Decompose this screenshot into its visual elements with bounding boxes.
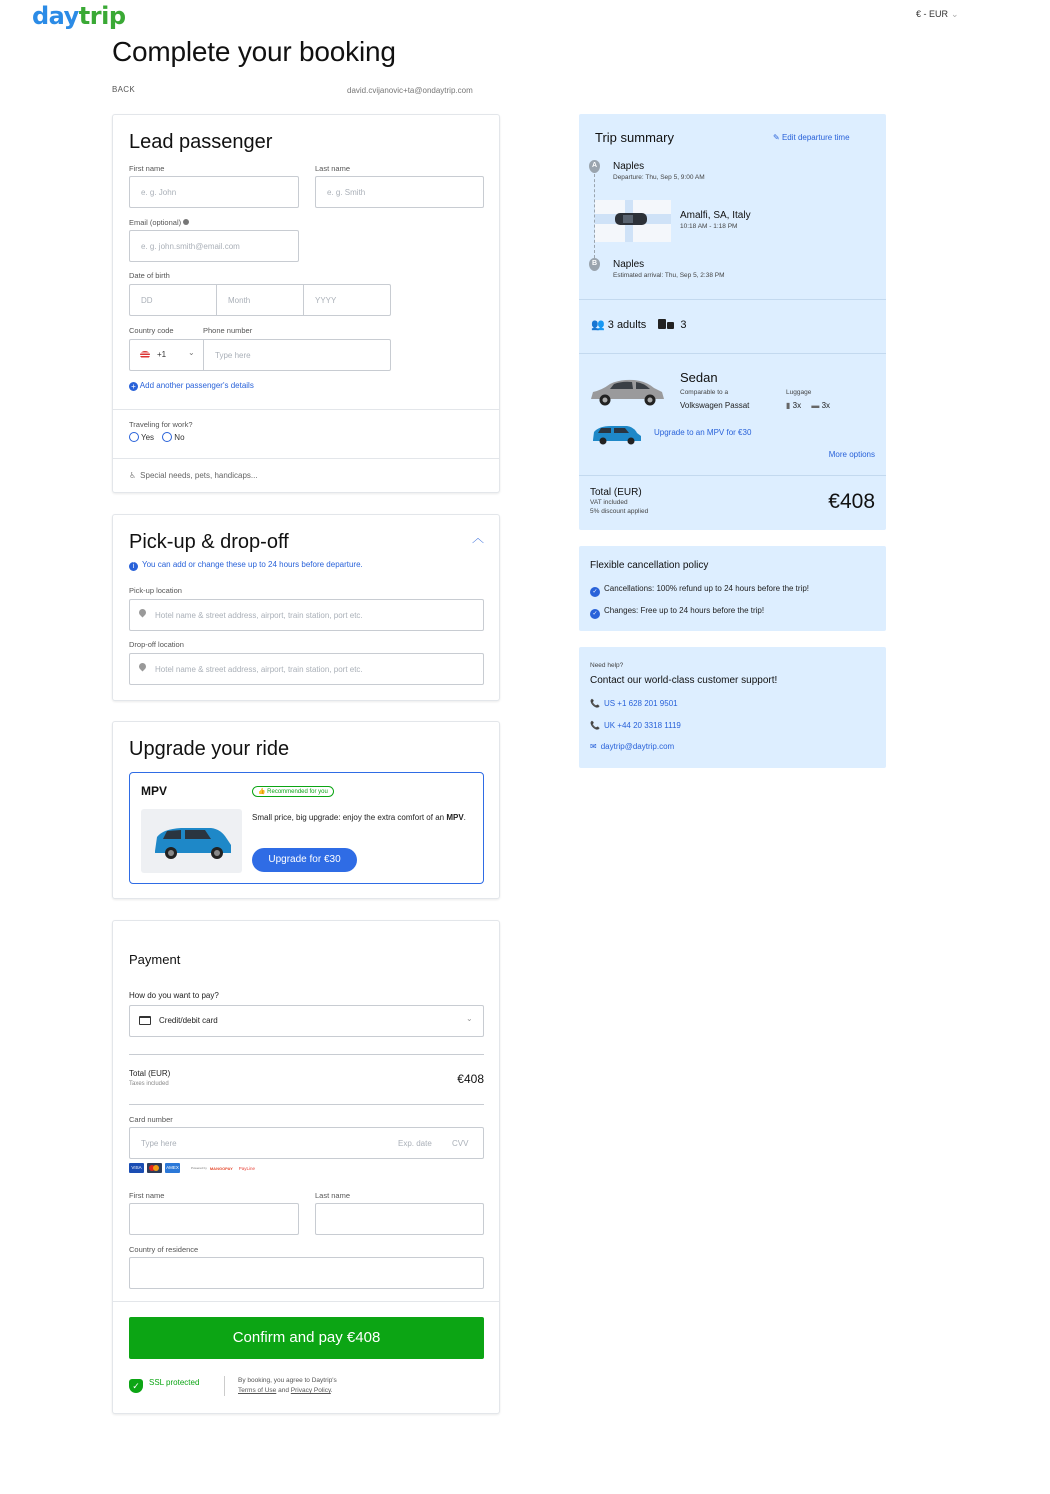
vehicle-model: Volkswagen Passat: [680, 401, 750, 410]
summary-total-value: €408: [828, 490, 875, 513]
payment-method-select[interactable]: Credit/debit card ⌄: [129, 1005, 484, 1037]
policy-title: Flexible cancellation policy: [590, 560, 709, 571]
payline-logo: PayLine: [238, 1165, 256, 1171]
dob-month-input[interactable]: Month: [216, 284, 304, 316]
amex-icon: AMEX: [165, 1163, 180, 1173]
accessibility-icon: ♿: [129, 471, 137, 480]
first-name-input[interactable]: e. g. John: [129, 176, 299, 208]
chevron-down-icon: ⌄: [466, 1014, 473, 1023]
taxes-note: Taxes included: [129, 1081, 169, 1087]
work-no-radio[interactable]: No: [162, 433, 184, 442]
vehicle-type: Sedan: [680, 370, 718, 385]
dob-day-input[interactable]: DD: [129, 284, 217, 316]
payment-method-label: How do you want to pay?: [129, 991, 219, 1000]
divider: [579, 475, 886, 476]
total-value: €408: [457, 1072, 484, 1086]
need-help-label: Need help?: [590, 662, 624, 669]
customer-support: [579, 647, 886, 768]
country-code-select[interactable]: +1 ⌄: [129, 339, 204, 371]
phone-input[interactable]: Type here: [203, 339, 391, 371]
section-title: Upgrade your ride: [129, 738, 290, 760]
info-icon: i: [129, 562, 138, 571]
policy-item: ✓ Cancellations: 100% refund up to 24 hours before the trip!: [590, 584, 809, 597]
upgrade-card: [112, 721, 500, 899]
chevron-up-icon[interactable]: ︿: [472, 531, 485, 545]
info-icon: [183, 219, 189, 225]
location-pin-icon: [138, 608, 148, 618]
mangopay-logo: MANGOPAY: [209, 1165, 233, 1171]
terms-link[interactable]: Terms of Use: [238, 1387, 277, 1394]
origin-city: Naples: [613, 161, 645, 172]
section-title: Payment: [129, 952, 181, 967]
mpv-thumb: [591, 422, 643, 446]
dropoff-location-input[interactable]: Hotel name & street address, airport, train station, port etc.: [129, 653, 484, 685]
policy-item: ✓ Changes: Free up to 24 hours before the trip!: [590, 606, 764, 619]
first-name-label: First name: [129, 164, 165, 173]
card-last-name-input[interactable]: [315, 1203, 484, 1235]
card-number-input[interactable]: Type here Exp. date CVV: [129, 1127, 484, 1159]
terms-text: By booking, you agree to Daytrip's Terms of Use and Privacy Policy.: [238, 1377, 337, 1394]
email-label: Email (optional): [129, 218, 189, 227]
lead-passenger-card: [112, 114, 500, 493]
divider: [113, 409, 499, 410]
total-label: Total (EUR): [129, 1069, 171, 1078]
plus-circle-icon: +: [129, 382, 138, 391]
origin-detail: Departure: Thu, Sep 5, 9:00 AM: [613, 174, 705, 181]
uk-phone-link[interactable]: 📞 UK +44 20 3318 1119: [590, 721, 681, 730]
stop-detail: 10:18 AM - 1:18 PM: [680, 223, 738, 230]
dropoff-label: Drop-off location: [129, 640, 184, 649]
country-of-residence-input[interactable]: [129, 1257, 484, 1289]
location-pin-icon: [138, 662, 148, 672]
country-code-label: Country code: [129, 326, 174, 335]
divider: [579, 353, 886, 354]
user-email: david.cvijanovic+ta@ondaytrip.com: [347, 86, 473, 95]
sedan-image: [588, 374, 666, 408]
support-title: Contact our world-class customer support!: [590, 675, 778, 686]
mail-icon: ✉: [590, 742, 597, 751]
credit-card-icon: [139, 1016, 151, 1025]
recommended-badge: 👍 Recommended for you: [252, 786, 334, 797]
comparable-label: Comparable to a: [680, 389, 729, 396]
ssl-badge: ✓ SSL protected: [129, 1378, 199, 1393]
edit-departure-link[interactable]: ✎ Edit departure time: [773, 133, 850, 142]
support-email-link[interactable]: ✉ daytrip@daytrip.com: [590, 742, 675, 751]
dob-year-input[interactable]: YYYY: [303, 284, 391, 316]
luggage-label: Luggage: [786, 389, 812, 396]
sedan-car-icon: [588, 374, 666, 408]
mastercard-icon: [147, 1163, 162, 1173]
privacy-link[interactable]: Privacy Policy: [290, 1387, 331, 1394]
confirm-pay-button[interactable]: Confirm and pay €408: [129, 1317, 484, 1359]
chevron-down-icon: ⌄: [188, 348, 195, 357]
small-bag-icon: ▮: [786, 401, 791, 410]
summary-title: Trip summary: [595, 130, 674, 145]
passengers-info: 👥 3 adults 3: [591, 319, 687, 331]
stop-map-thumbnail: [595, 200, 671, 242]
phone-icon: 📞: [590, 721, 600, 730]
card-brands: [129, 1163, 255, 1173]
discount-note: 5% discount applied: [590, 508, 649, 515]
last-name-input[interactable]: e. g. Smith: [315, 176, 484, 208]
upgrade-description: Small price, big upgrade: enjoy the extra comfort of an MPV.: [252, 813, 466, 822]
pickup-dropoff-card: [112, 514, 500, 701]
stop-city: Amalfi, SA, Italy: [680, 210, 751, 221]
cvv-input[interactable]: CVV: [452, 1139, 469, 1148]
back-link[interactable]: BACK: [112, 85, 135, 94]
stop-a-marker: A: [589, 160, 600, 173]
work-label: Traveling for work?: [129, 420, 193, 429]
section-title: Pick-up & drop-off: [129, 531, 289, 553]
card-number-label: Card number: [129, 1115, 173, 1124]
dob-label: Date of birth: [129, 271, 170, 280]
powered-by: Powered by: [191, 1166, 207, 1170]
last-name-label: Last name: [315, 164, 351, 173]
phone-label: Phone number: [203, 326, 253, 335]
vehicle-name: MPV: [141, 784, 168, 798]
pickup-info: i You can add or change these up to 24 hours before departure.: [129, 560, 363, 571]
pencil-icon: ✎: [773, 133, 780, 142]
us-phone-link[interactable]: 📞 US +1 628 201 9501: [590, 699, 678, 708]
destination-city: Naples: [613, 259, 645, 270]
us-flag-icon: [140, 351, 150, 359]
work-yes-radio[interactable]: Yes: [129, 433, 154, 442]
special-needs-toggle[interactable]: ♿ Special needs, pets, handicaps...: [129, 471, 258, 480]
country-label: Country of residence: [129, 1245, 199, 1254]
mpv-image: [141, 809, 242, 873]
summary-total-label: Total (EUR): [590, 487, 642, 498]
luggage-icon: [658, 319, 666, 329]
people-icon: 👥: [591, 319, 605, 331]
pickup-location-input[interactable]: Hotel name & street address, airport, train station, port etc.: [129, 599, 484, 631]
daytrip-logo[interactable]: daytrip: [32, 2, 126, 30]
upgrade-button[interactable]: Upgrade for €30: [252, 848, 357, 872]
exp-date-input[interactable]: Exp. date: [398, 1139, 432, 1148]
card-first-name-input[interactable]: [129, 1203, 299, 1235]
vertical-divider: [224, 1376, 225, 1396]
payment-card: [112, 920, 500, 1414]
trip-summary: [579, 114, 886, 530]
phone-icon: 📞: [590, 699, 600, 708]
stop-b-marker: B: [589, 258, 600, 271]
map-car-icon: [595, 200, 671, 242]
check-badge-icon: ✓: [590, 587, 600, 597]
large-bag-icon: ▬: [811, 401, 820, 410]
more-options-link[interactable]: More options: [828, 450, 875, 459]
mpv-car-icon: [591, 422, 643, 446]
divider: [129, 1054, 484, 1055]
chevron-down-icon: ⌄: [951, 9, 959, 19]
section-title: Lead passenger: [129, 131, 273, 153]
divider: [113, 1301, 499, 1302]
divider: [129, 1104, 484, 1105]
pickup-label: Pick-up location: [129, 586, 182, 595]
thumbs-up-icon: 👍: [258, 789, 266, 795]
card-first-name-label: First name: [129, 1191, 165, 1200]
check-badge-icon: ✓: [590, 609, 600, 619]
divider: [113, 458, 499, 459]
currency-selector[interactable]: € - EUR ⌄: [916, 9, 959, 19]
shield-check-icon: ✓: [129, 1379, 143, 1393]
destination-detail: Estimated arrival: Thu, Sep 5, 2:38 PM: [613, 272, 725, 279]
visa-icon: VISA: [129, 1163, 144, 1173]
mpv-car-icon: [141, 809, 242, 873]
work-radio-group: [129, 432, 185, 442]
add-passenger-link[interactable]: + Add another passenger's details: [129, 381, 254, 391]
page-title: Complete your booking: [112, 36, 396, 67]
email-input[interactable]: e. g. john.smith@email.com: [129, 230, 299, 262]
upgrade-mpv-link[interactable]: Upgrade to an MPV for €30: [654, 428, 752, 437]
luggage-capacity: ▮ 3x ▬ 3x: [786, 401, 831, 410]
mpv-offer[interactable]: [129, 772, 484, 884]
vat-note: VAT included: [590, 499, 628, 506]
card-last-name-label: Last name: [315, 1191, 351, 1200]
divider: [579, 299, 886, 300]
cancellation-policy: [579, 546, 886, 631]
